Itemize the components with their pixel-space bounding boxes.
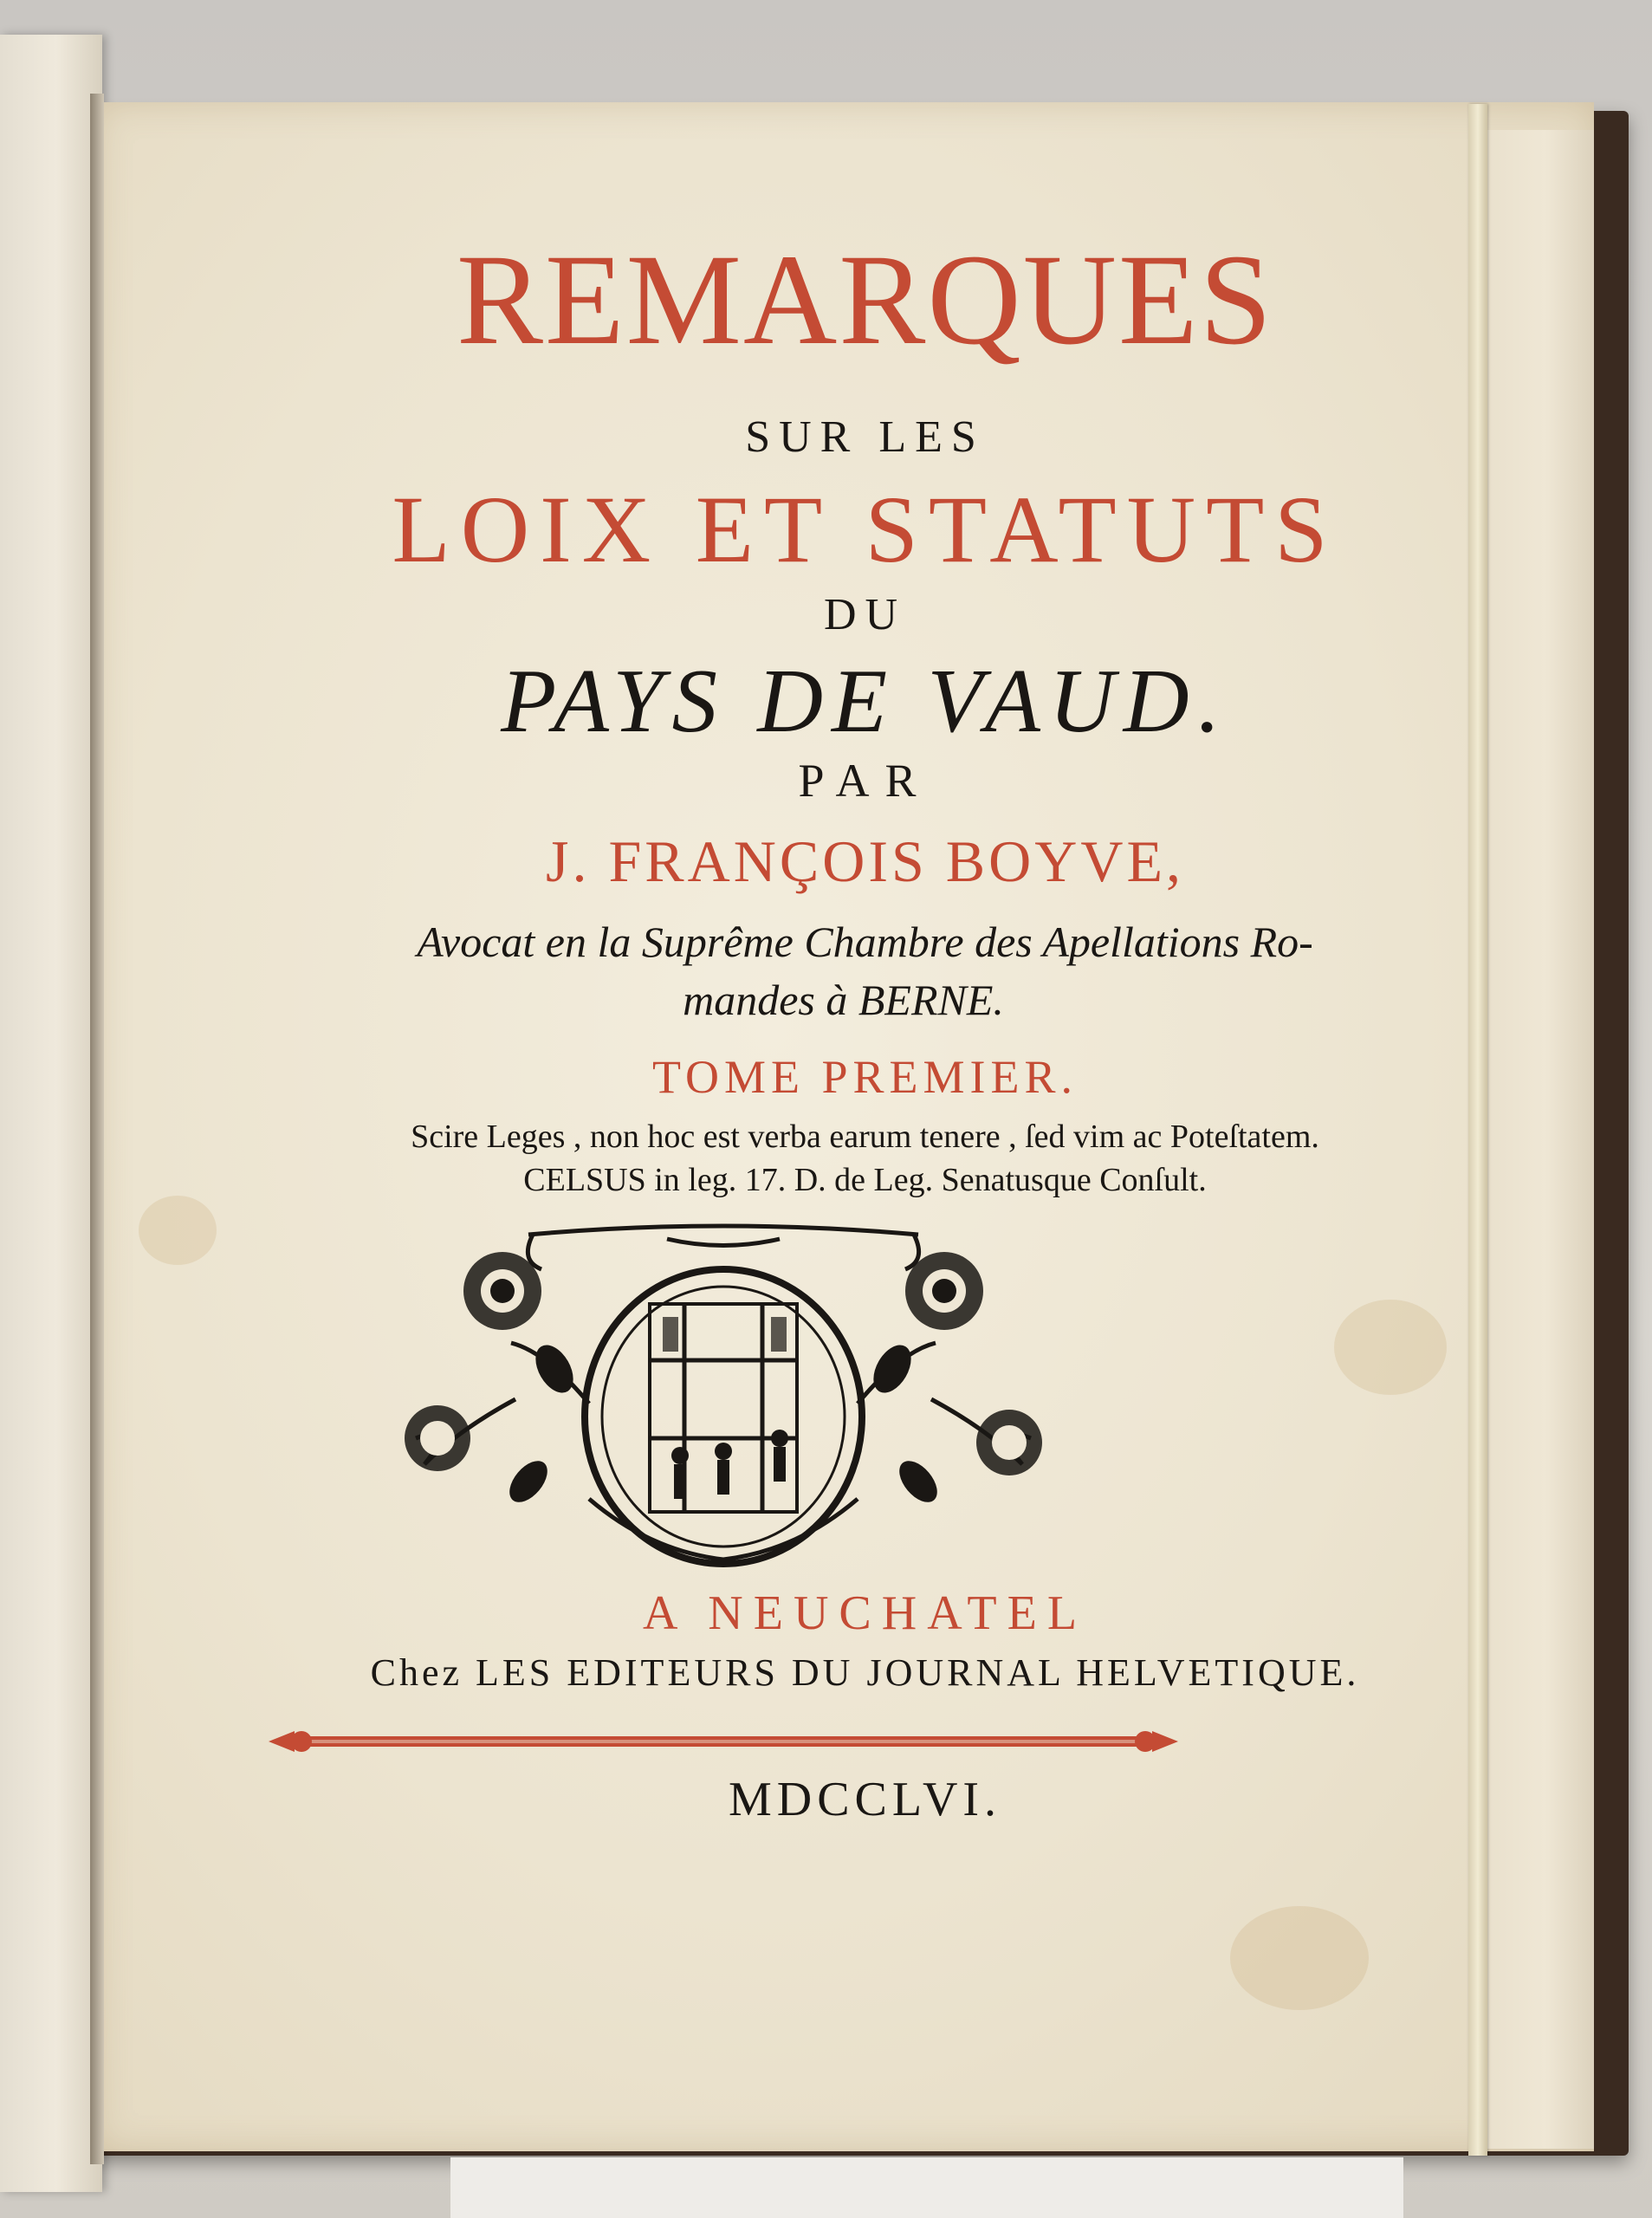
epigraph-line1: Scire Leges , non hoc est verba earum tenere , ſed vim ac Poteſtatem.	[411, 1119, 1319, 1155]
decorative-rule-icon	[269, 1724, 1178, 1759]
publication-year: MDCCLVI.	[728, 1773, 1002, 1826]
paper-slip	[450, 2157, 1403, 2218]
foxing-stain	[1230, 1906, 1369, 2010]
title-connector-du: DU	[823, 590, 907, 639]
title-connector-sur-les: SUR LES	[745, 412, 985, 462]
foxing-stain	[1334, 1300, 1447, 1395]
bookmark-ribbon	[1468, 104, 1487, 2156]
author-description-line2: mandes à BERNE.	[683, 976, 1004, 1024]
publication-place: A NEUCHATEL	[642, 1586, 1088, 1640]
book-subject: LOIX ET STATUTS	[392, 477, 1338, 582]
author-description-line1: Avocat en la Suprême Chambre des Apellations Ro-	[417, 918, 1313, 966]
author-name: J. FRANÇOIS BOYVE,	[546, 828, 1184, 894]
volume-label: TOME PREMIER.	[651, 1051, 1079, 1103]
book-region: PAYS DE VAUD.	[501, 650, 1229, 751]
title-connector-par: PAR	[798, 755, 932, 807]
foxing-stain	[139, 1196, 217, 1265]
book-title: REMARQUES	[456, 228, 1274, 372]
printer-vignette-icon	[390, 1222, 1057, 1568]
publisher: Chez LES EDITEURS DU JOURNAL HELVETIQUE.	[370, 1651, 1360, 1694]
epigraph-line2: CELSUS in leg. 17. D. de Leg. Senatusque Conſult.	[523, 1162, 1207, 1198]
